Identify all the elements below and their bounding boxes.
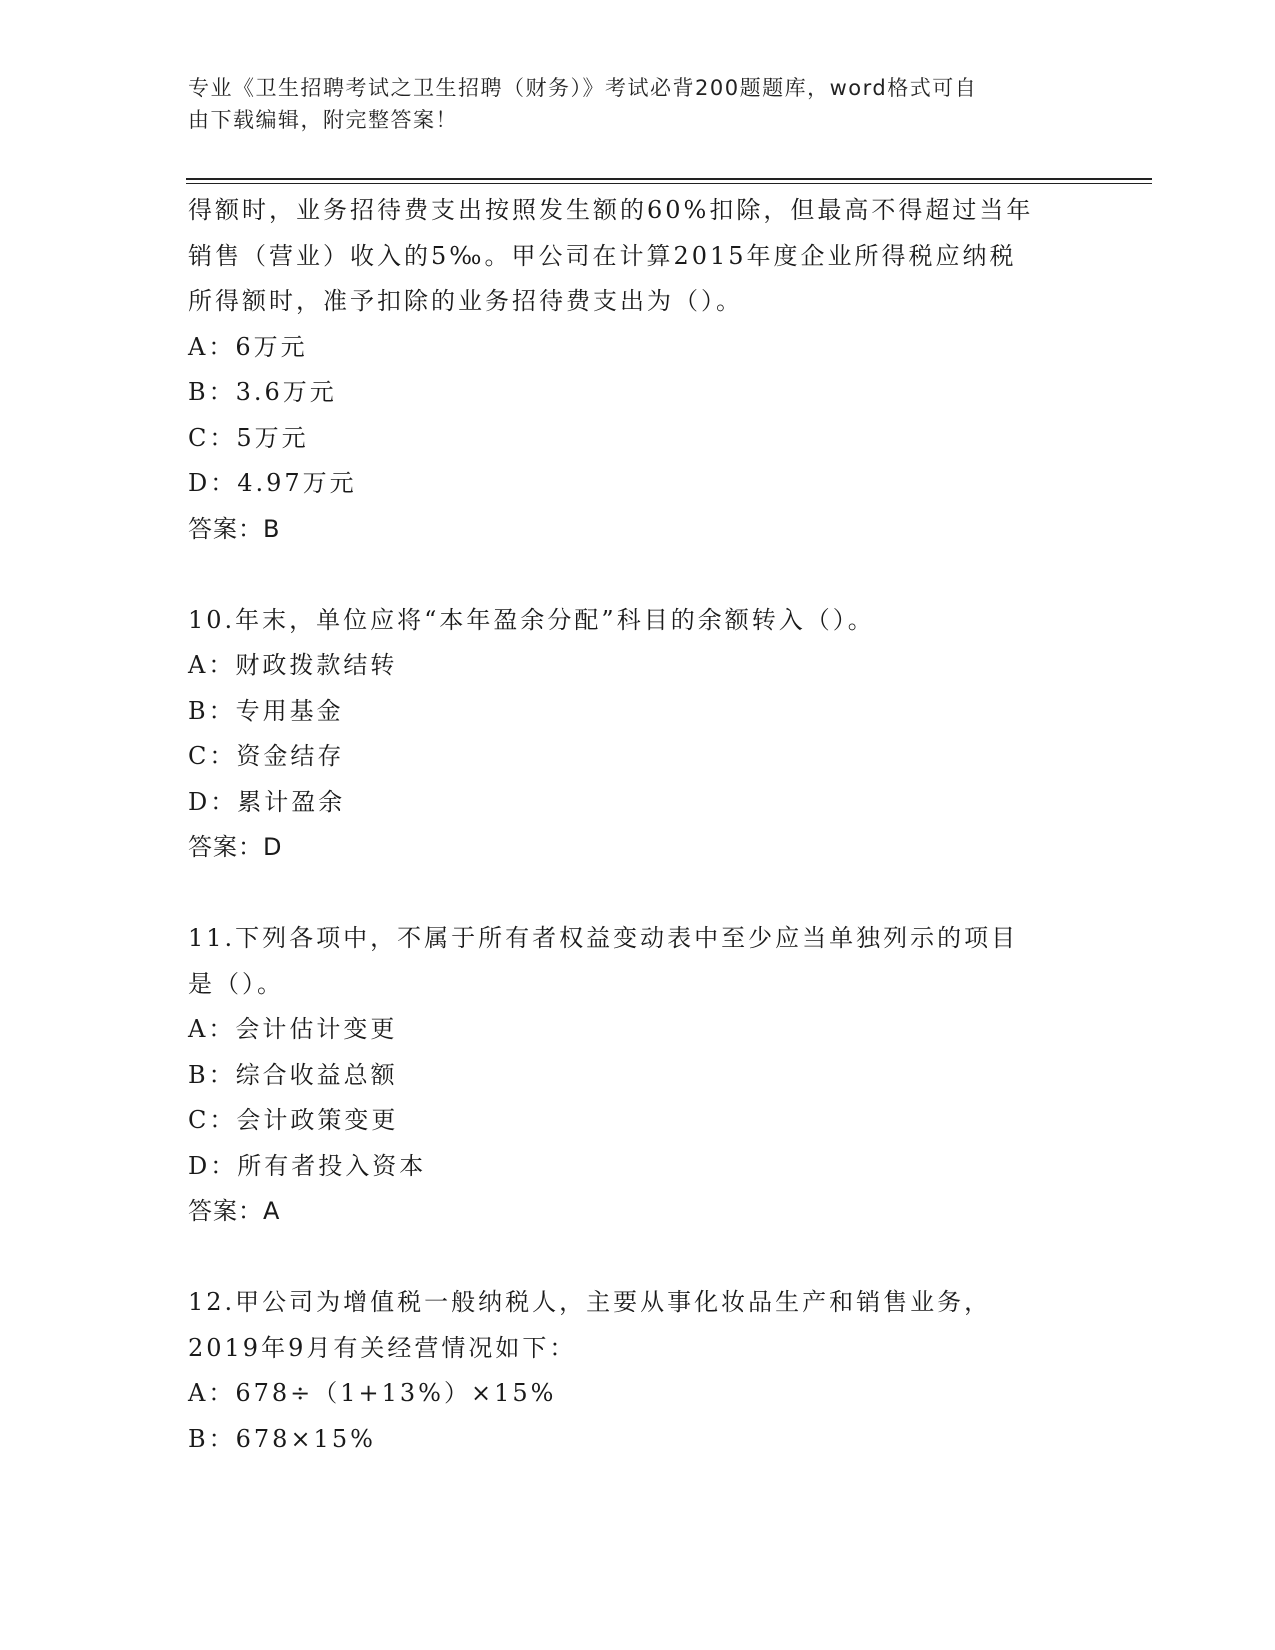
option-a: A：财政拨款结转 [188,651,398,679]
answer-label: 答案：B [188,514,281,543]
question-text-line: 是（）。 [188,969,284,998]
option-c: C：5万元 [188,423,309,452]
option-d: D：累计盈余 [188,787,346,816]
spacer [188,871,1088,917]
question-text-line: 销售（营业）收入的5‰。甲公司在计算2015年度企业所得税应纳税 [188,241,1017,270]
answer-label: 答案：A [188,1197,281,1225]
question-list [188,188,1088,1462]
header-divider-thick [186,178,1152,180]
document-header [188,72,1068,136]
option-b: B：综合收益总额 [188,1060,398,1089]
spacer [188,1235,1088,1281]
option-c: C：资金结存 [188,742,345,770]
option-a: A：6万元 [188,332,308,361]
question-text-line: 11.下列各项中，不属于所有者权益变动表中至少应当单独列示的项目 [188,924,1019,952]
answer-label: 答案：D [188,833,283,861]
option-b: B：678×15% [188,1424,376,1453]
question-10 [188,598,1088,871]
header-line-2: 由下载编辑，附完整答案！ [188,108,458,132]
header-line-1: 专业《卫生招聘考试之卫生招聘（财务）》考试必背200题题库，word格式可自 [188,76,978,100]
question-text-line: 所得额时，准予扣除的业务招待费支出为（）。 [188,287,743,315]
question-12 [188,1280,1088,1462]
question-9 [188,188,1088,552]
question-text-line: 2019年9月有关经营情况如下： [188,1333,577,1362]
option-a: A：会计估计变更 [188,1015,398,1043]
option-d: D：4.97万元 [188,469,357,497]
option-d: D：所有者投入资本 [188,1151,427,1180]
question-text-line: 得额时，业务招待费支出按照发生额的60%扣除，但最高不得超过当年 [188,196,1034,224]
option-b: B：3.6万元 [188,378,337,406]
question-text-line: 12.甲公司为增值税一般纳税人，主要从事化妆品生产和销售业务， [188,1288,992,1316]
question-text-line: 10.年末，单位应将“本年盈余分配”科目的余额转入（）。 [188,605,875,634]
spacer [188,552,1088,598]
option-b: B：专用基金 [188,696,344,725]
header-divider-thin [186,183,1152,184]
option-a: A：678÷（1+13%）×15% [188,1379,557,1407]
option-c: C：会计政策变更 [188,1106,399,1134]
question-11 [188,916,1088,1235]
